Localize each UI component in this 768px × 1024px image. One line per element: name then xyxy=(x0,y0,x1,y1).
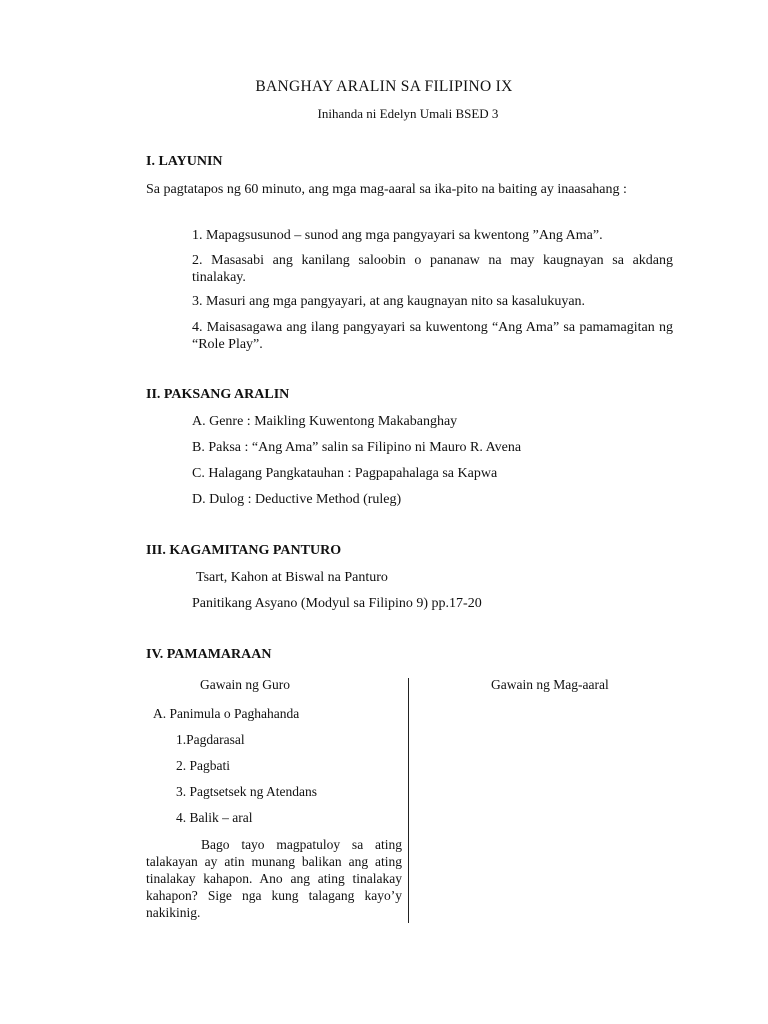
document-subtitle: Inihanda ni Edelyn Umali BSED 3 xyxy=(317,106,499,121)
objective-item: 3. Masuri ang mga pangyayari, at ang kaugnayan nito sa kasalukuyan. xyxy=(192,294,586,309)
section-heading-pamamaraan: IV. PAMAMARAAN xyxy=(146,647,272,662)
objective-item: 4. Maisasagawa ang ilang pangyayari sa kuwentong “Ang Ama” sa pamamagitan ng “Role Play”. xyxy=(192,320,673,352)
column-divider xyxy=(408,678,409,923)
review-paragraph: Bago tayo magpatuloy sa ating talakayan ay atin munang balikan ang ating tinalakay kahapon. Ano ang ating tinalakay kahapon? Sige nga kung talagang kayo’y nakikinig. xyxy=(146,837,402,920)
procedure-item: 2. Pagbati xyxy=(176,758,230,773)
section-heading-layunin: I. LAYUNIN xyxy=(146,154,223,169)
procedure-item: 4. Balik – aral xyxy=(176,810,253,825)
section-intro: Sa pagtatapos ng 60 minuto, ang mga mag-aaral sa ika-pito na baiting ay inaasahang : xyxy=(146,182,627,197)
objective-item: 2. Masasabi ang kanilang saloobin o pananaw na may kaugnayan sa akdang tinalakay. xyxy=(192,253,673,285)
document-title: BANGHAY ARALIN SA FILIPINO IX xyxy=(255,78,513,95)
material-item: Tsart, Kahon at Biswal na Panturo xyxy=(196,570,388,585)
procedure-item: 3. Pagtsetsek ng Atendans xyxy=(176,784,317,799)
topic-item: B. Paksa : “Ang Ama” salin sa Filipino ni Mauro R. Avena xyxy=(192,440,522,455)
topic-item: C. Halagang Pangkatauhan : Pagpapahalaga sa Kapwa xyxy=(192,466,498,481)
column-header-mag-aaral: Gawain ng Mag-aaral xyxy=(491,677,609,692)
procedure-item: 1.Pagdarasal xyxy=(176,732,245,747)
section-heading-paksang-aralin: II. PAKSANG ARALIN xyxy=(146,387,290,402)
objective-item: 1. Mapagsusunod – sunod ang mga pangyayari sa kwentong ”Ang Ama”. xyxy=(192,228,603,243)
column-header-guro: Gawain ng Guro xyxy=(200,677,290,692)
procedure-item: A. Panimula o Paghahanda xyxy=(153,706,300,721)
material-item: Panitikang Asyano (Modyul sa Filipino 9) pp.17-20 xyxy=(192,596,482,611)
topic-item: A. Genre : Maikling Kuwentong Makabanghay xyxy=(192,414,458,429)
topic-item: D. Dulog : Deductive Method (ruleg) xyxy=(192,492,402,507)
section-heading-kagamitang-panturo: III. KAGAMITANG PANTURO xyxy=(146,543,342,558)
